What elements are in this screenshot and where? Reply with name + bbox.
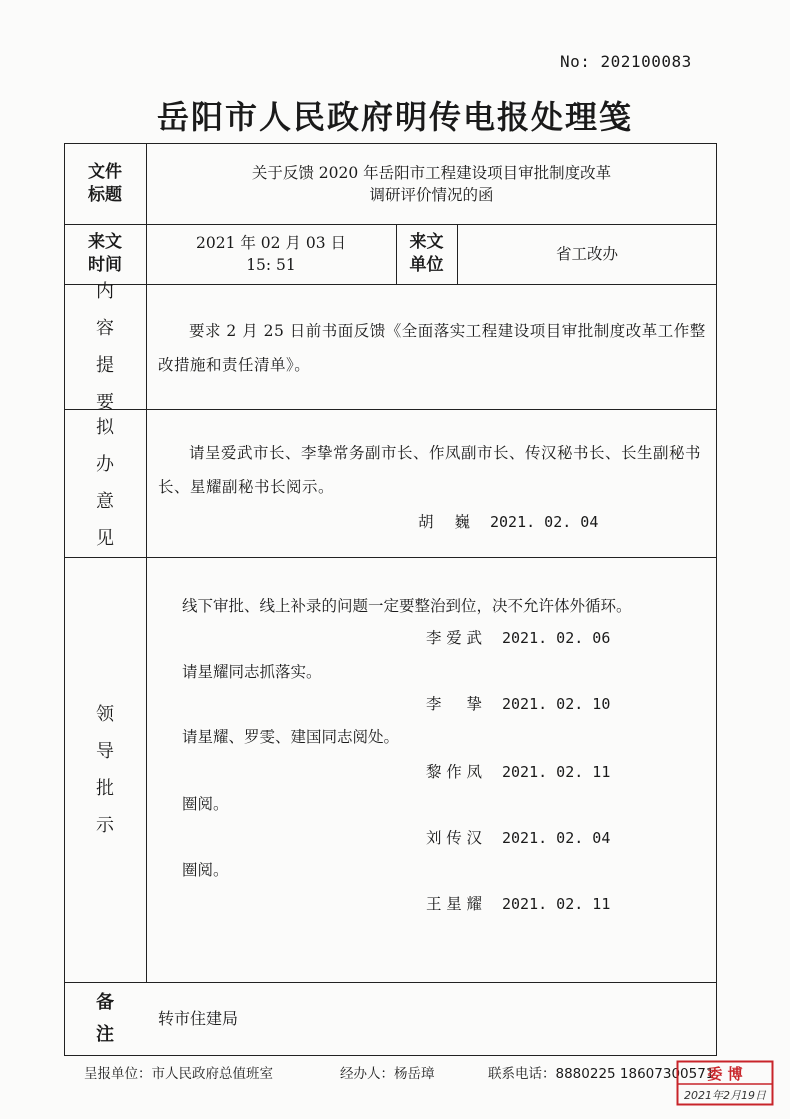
footer-phone: 联系电话：8880225 18607300571 [488, 1066, 715, 1082]
label-receive-unit: 来文 单位 [409, 232, 444, 275]
label-proposed-opinion: 拟 办 意 见 [96, 417, 114, 549]
leader-comment-signature [426, 826, 610, 848]
sign-date: 2021. 02. 11 [502, 763, 611, 781]
footer-handler: 经办人：杨岳璋 [340, 1066, 435, 1082]
stamp-label: 委 博 [707, 1065, 743, 1083]
summary-text: 要求 2 月 25 日前书面反馈《全面落实工程建设项目审批制度改革工作整改措施和责任清单》。 [158, 322, 706, 374]
signer-name: 李爱武 [426, 629, 482, 647]
label-leader-comments: 领 导 批 示 [96, 703, 114, 836]
leader-comment-signature [426, 692, 610, 714]
row-divider [64, 284, 717, 285]
sign-date: 2021. 02. 11 [502, 895, 611, 913]
leader-comment-signature [426, 760, 610, 782]
leader-comment-text: 线下审批、线上补录的问题一定要整治到位，决不允许体外循环。 [182, 597, 632, 615]
label-remarks: 备 注 [96, 992, 114, 1045]
leader-comment-signature [426, 892, 610, 914]
leader-comment-text: 圈阅。 [182, 861, 229, 879]
receipt-stamp [676, 1060, 774, 1106]
receive-time-value: 2021 年 02 月 03 日 15: 51 [195, 234, 347, 274]
row-divider [64, 409, 717, 410]
receive-unit-value: 省工改办 [555, 245, 618, 263]
signer-name: 王星耀 [426, 895, 482, 913]
signer-name: 胡 巍 [418, 513, 470, 531]
row-divider [64, 557, 717, 558]
file-title-value: 关于反馈 2020 年岳阳市工程建设项目审批制度改革 调研评价情况的函 [251, 163, 612, 204]
signer-name: 黎作凤 [426, 763, 482, 781]
footer-reporting-unit: 呈报单位：市人民政府总值班室 [84, 1066, 273, 1082]
document-number: No: 202100083 [560, 52, 692, 71]
signer-name: 刘传汉 [426, 829, 482, 847]
sign-date: 2021. 02. 04 [502, 829, 611, 847]
remarks-value: 转市住建局 [158, 1009, 239, 1028]
leader-comment-signature [426, 626, 610, 648]
leader-comment-text: 请星耀、罗雯、建国同志阅处。 [182, 728, 400, 746]
stamp-handwritten-date: 2021年2月19日 [684, 1089, 766, 1102]
leader-comment-text: 请星耀同志抓落实。 [182, 663, 322, 681]
opinion-signature [418, 510, 598, 532]
sign-date: 2021. 02. 06 [502, 629, 611, 647]
document-title: 岳阳市人民政府明传电报处理笺 [156, 98, 633, 136]
signer-name: 李 挚 [426, 695, 482, 713]
opinion-text: 请呈爱武市长、李挚常务副市长、作凤副市长、传汉秘书长、长生副秘书长、星耀副秘书长阅示。 [158, 444, 702, 496]
sign-date: 2021. 02. 10 [502, 695, 611, 713]
leader-comment-text: 圈阅。 [182, 795, 229, 813]
label-summary: 内 容 提 要 [96, 280, 114, 413]
sign-date: 2021. 02. 04 [490, 513, 599, 531]
label-file-title: 文件 标题 [88, 161, 122, 205]
label-receive-time: 来文 时间 [88, 232, 122, 275]
